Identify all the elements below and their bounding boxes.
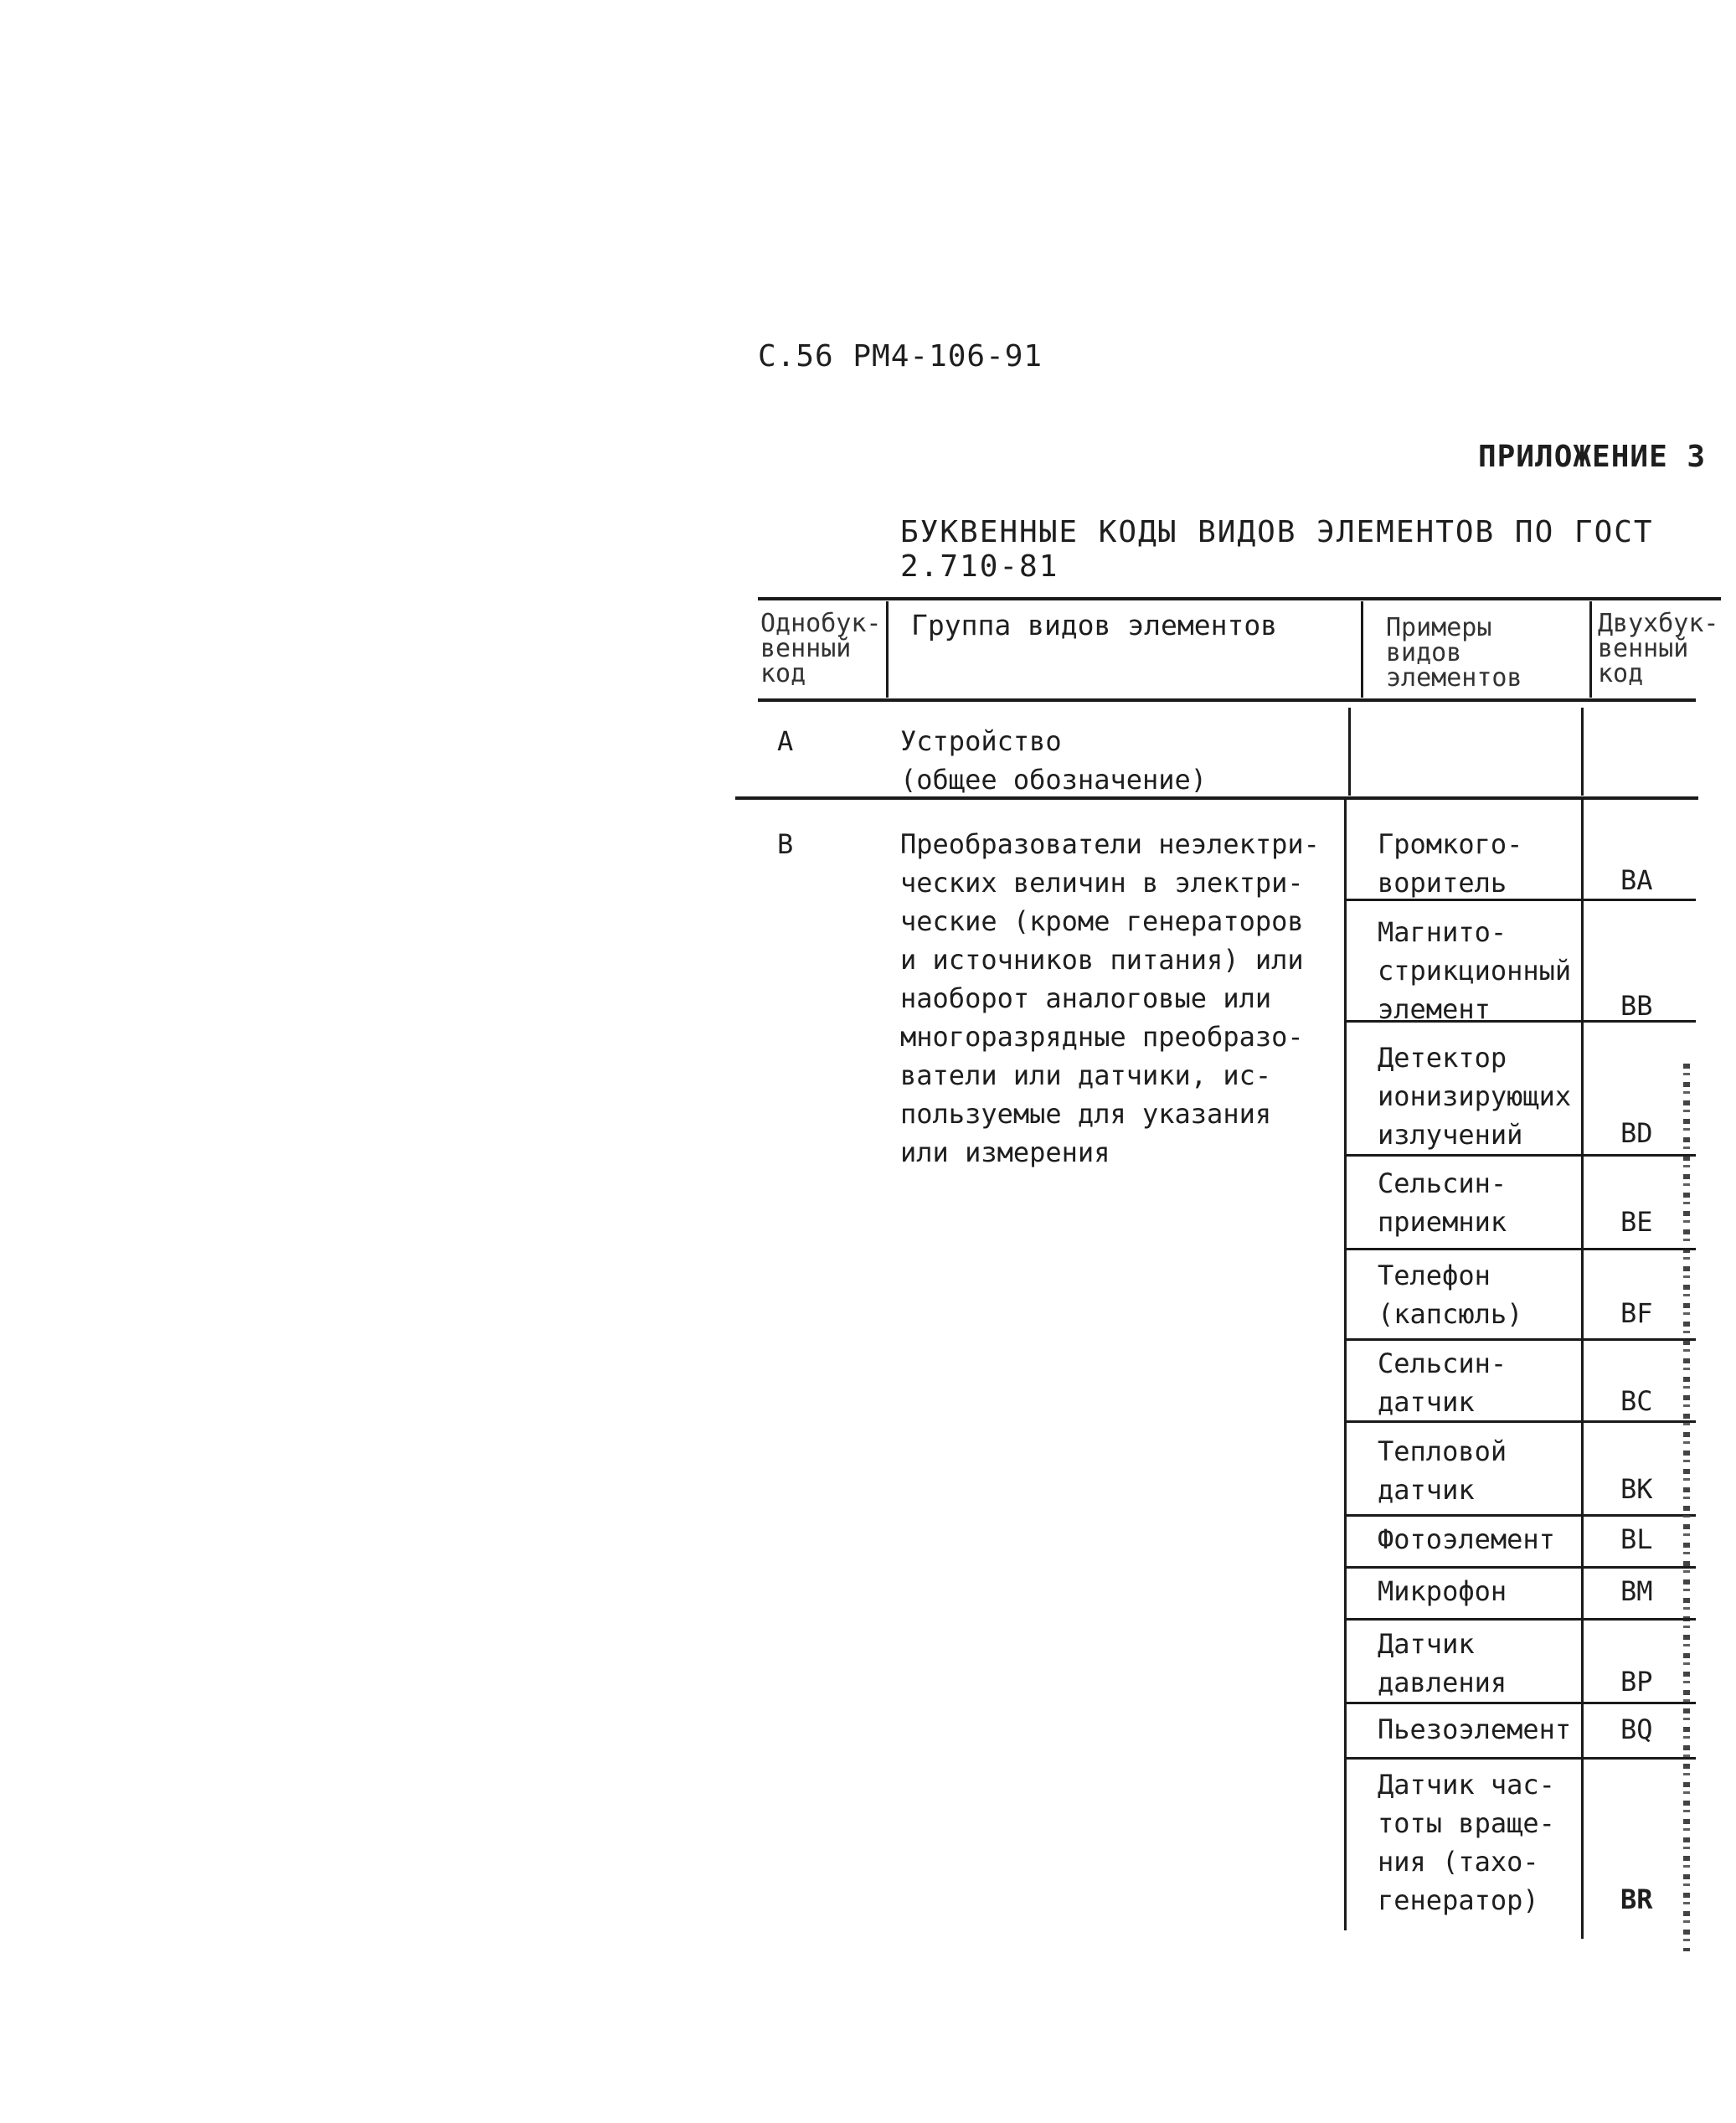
example-code: ВС [1620, 1385, 1653, 1417]
example-name: Магнито- стрикционный элемент [1378, 916, 1572, 1025]
header-group: Группа видов элементов [911, 609, 1278, 642]
example-name: Громкого- воритель [1378, 828, 1523, 899]
table-top-rule [758, 597, 1721, 600]
example-separator [1344, 1248, 1696, 1250]
example-separator [1344, 1566, 1696, 1569]
example-name: Датчик час- тоты враще- ния (тахо- генератор) [1378, 1769, 1555, 1916]
page-header: С.56 РМ4-106-91 [758, 339, 1043, 374]
row-a-divider-2 [1581, 708, 1584, 796]
example-separator [1344, 1702, 1696, 1704]
example-separator [1344, 1154, 1696, 1157]
header-divider-3 [1589, 601, 1592, 698]
example-code: ВЕ [1620, 1206, 1653, 1238]
example-separator [1344, 1618, 1696, 1621]
header-single-code: Однобук- венный код [760, 609, 882, 688]
row-a-code: А [777, 725, 794, 757]
example-name: Фотоэлемент [1378, 1523, 1555, 1555]
row-b-group: Преобразователи неэлектри- ческих величин в электри- ческие (кроме генераторов и источников питания) или наоборот аналоговые или многоразрядные преобразо- ватели или датчики, ис- пользуемые для указания или измерения [900, 828, 1320, 1168]
example-name: Телефон (капсюль) [1378, 1260, 1523, 1330]
row-b-code: В [777, 828, 794, 860]
header-examples: Примеры видов элементов [1386, 613, 1522, 693]
example-code: ВL [1620, 1523, 1653, 1555]
header-divider-2 [1361, 601, 1363, 698]
example-code: ВК [1620, 1473, 1653, 1505]
example-name: Детектор ионизирующих излучений [1378, 1042, 1572, 1151]
example-name: Датчик давления [1378, 1628, 1507, 1698]
example-name: Сельсин- приемник [1378, 1167, 1507, 1238]
example-name: Тепловой датчик [1378, 1435, 1507, 1506]
header-double-code: Двухбук- венный код [1598, 609, 1719, 688]
example-code: ВМ [1620, 1575, 1653, 1607]
example-code: ВR [1620, 1883, 1653, 1915]
example-separator [1344, 1338, 1696, 1341]
examples-right-rule [1581, 800, 1584, 1939]
example-code: ВР [1620, 1666, 1653, 1698]
example-name: Пьезоэлемент [1378, 1713, 1572, 1745]
example-code: ВD [1620, 1117, 1653, 1149]
header-divider-1 [886, 601, 889, 698]
row-a-group: Устройство (общее обозначение) [900, 725, 1208, 796]
row-a-bottom-rule [735, 796, 1698, 800]
example-separator [1344, 1514, 1696, 1517]
table-title: БУКВЕННЫЕ КОДЫ ВИДОВ ЭЛЕМЕНТОВ ПО ГОСТ 2.710-81 [900, 515, 1654, 584]
example-code: ВQ [1620, 1713, 1653, 1745]
header-bottom-rule [758, 698, 1696, 702]
example-code: ВВ [1620, 990, 1653, 1022]
example-name: Микрофон [1378, 1575, 1507, 1607]
scan-noise [1683, 1064, 1690, 1951]
row-a-divider-1 [1348, 708, 1351, 796]
examples-left-rule [1344, 800, 1347, 1930]
example-code: ВА [1620, 864, 1653, 896]
example-name: Сельсин- датчик [1378, 1347, 1507, 1418]
appendix-label: ПРИЛОЖЕНИЕ 3 [1478, 440, 1707, 474]
example-code: ВF [1620, 1297, 1653, 1329]
example-separator [1344, 1757, 1696, 1760]
